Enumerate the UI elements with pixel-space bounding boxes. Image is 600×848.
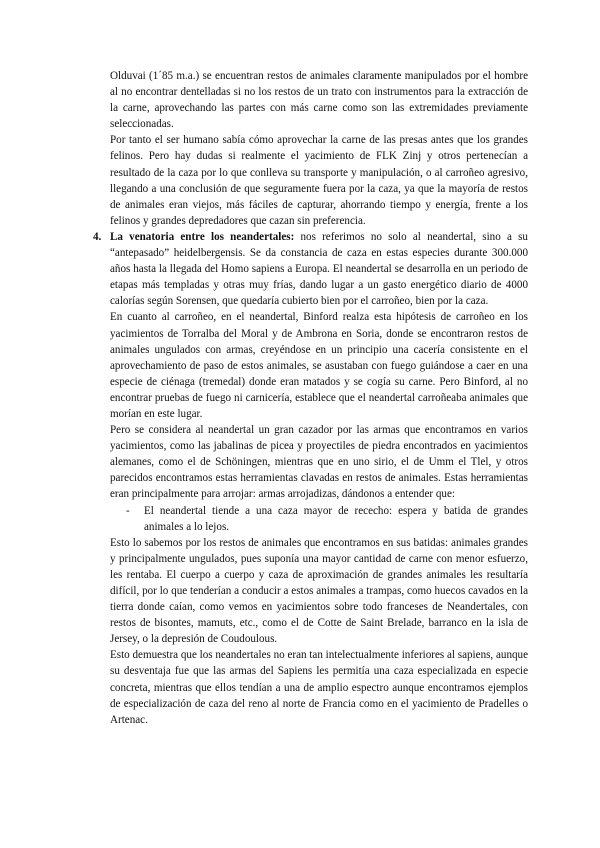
paragraph-felinos: Por tanto el ser humano sabía cómo aprovechar la carne de las presas antes que los grandes felinos. Pero hay dudas si realmente el yacimiento de FLK Zinj y otros pertenecían a resultado de la caza por lo que conlleva su transporte y manipulación, o al carroñeo agresivo, llegando a una conclusión de que seguramente fuera por la caza, ya que la mayoría de restos de animales eran viejos, más fáciles de capturar, ahorrando tiempo y energía, frente a los felinos y grandes depredadores que cazan sin preferencia. [110,134,528,227]
list-number: 4. [93,230,102,243]
paragraph-carroneo: En cuanto al carroñeo, en el neandertal, Binford realza esta hipótesis de carroñeo en los yacimientos de Torralba del Moral y de Ambrona en Soria, donde se encontraron restos de animales ungulados con armas, creyéndose en un principio una cacería consistente en el aprovechamiento de paso de estos animales, se asustaban con fuego guiándose a caer en una especie de ciénaga (tremedal) donde eran matados y se cogía su carne. Pero Binford, al no encontrar pruebas de fuego ni carnicería, establece que el neandertal carroñeaba animales que morían en este lugar. [110,311,528,420]
paragraph-olduvai: Olduvai (1´85 m.a.) se encuentran restos de animales claramente manipulados por el hombre al no encontrar dentelladas si no los restos de un trato con instrumentos para la extracción de la carne, aprovechando las partes con más carne como son las extremidades previamente seleccionadas. [110,70,528,131]
bullet-marker: - [126,504,130,517]
bullet-text: El neandertal tiende a una caza mayor de rececho: espera y batida de grandes animales a lo lejos. [144,504,528,533]
paragraph-conclusion: Esto demuestra que los neandertales no eran tan intelectualmente inferiores al sapiens, aunque su desventaja fue que las armas del Sapiens les permitía una caza especializada en especie concreta, mientras que ellos tendían a una de amplio espectro aunque encontramos ejemplos de especialización de caza del reno al norte de Francia como en el yacimiento de Pradelles o Artenac. [110,649,529,726]
bullet-item [110,503,528,535]
paragraph-batidas: Esto lo sabemos por los restos de animales que encontramos en sus batidas: animales grandes y principalmente ungulados, pues suponía una mayor cantidad de carne con menor esfuerzo, les rentaba. El cuerpo a cuerpo y caza de aproximación de grandes animales les resultaría difícil, por lo que tenderían a conducir a estos animales a trampas, como huecos cavados en la tierra donde caían, como vemos en yacimientos sobre todo franceses de Neandertales, con restos de bisontes, mamuts, etc., como el de Cotte de Saint Brelade, barranco en la isla de Jersey, o la depresión de Coudoulous. [110,536,528,646]
document-body [93,68,529,728]
paragraph-armas: Pero se considera al neandertal un gran cazador por las armas que encontramos en varios yacimientos, como las jabalinas de picea y proyectiles de piedra encontrados en yacimientos alemanes, como el de Schöningen, mientras que en uno sirio, el de Umm el Tlel, y otros parecidos encontramos estas herramientas clavadas en restos de animales. Estas herramientas eran principalmente para arrojar: armas arrojadizas, dándonos a entender que: [110,424,528,501]
list-item-4 [93,229,528,309]
section-heading: La venatoria entre los neandertales: [110,230,295,243]
section-intro-text: nos referimos no solo al neandertal, sino a su “antepasado” heidelbergensis. Se da constancia de caza en estas especies durante 300.000 años hasta la llegada del Homo sapiens a Europa. El neandertal se desarrolla en un periodo de etapas más templadas y otras muy frías, dando lugar a un gasto energético diario de 4000 calorías según Sorensen, que quedaría cubierto bien por el carroñeo, bien por la caza. [110,230,528,308]
